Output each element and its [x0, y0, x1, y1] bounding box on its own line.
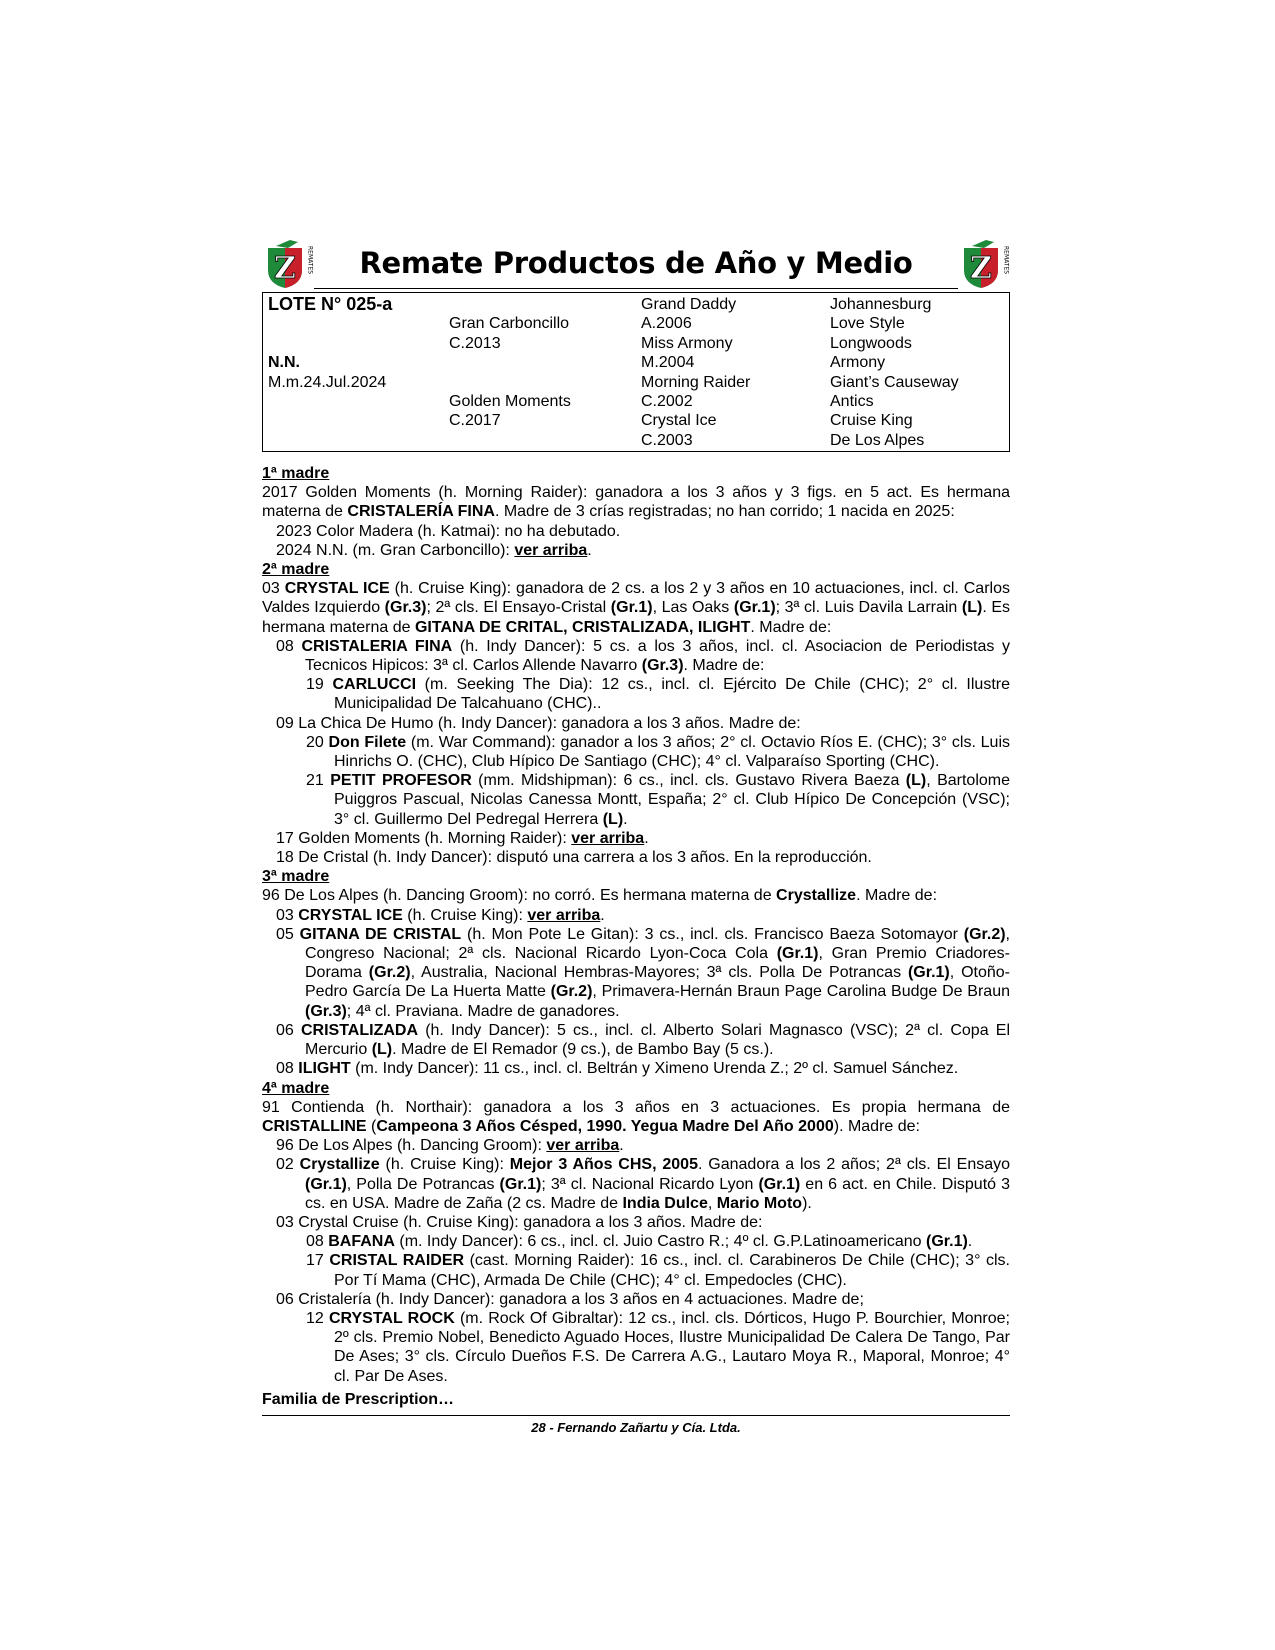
record-line: 02 Crystallize (h. Cruise King): Mejor 3 Años CHS, 2005. Ganadora a los 2 años; 2ª cls. El Ensayo (Gr.1), Polla De Potrancas (Gr.1); 3ª cl. Nacional Ricardo Lyon (Gr.1) en 6 act. en Chile. Disputó 3 cs. en USA. Madre de Zaña (2 cs. Madre de India Dulce, Mario Moto).	[276, 1156, 1011, 1212]
section-heading: 3ª madre	[262, 868, 330, 886]
record-line: 03 CRYSTAL ICE (h. Cruise King): ver arriba.	[276, 906, 605, 924]
record-line: 08 ILIGHT (m. Indy Dancer): 11 cs., incl. cl. Beltrán y Ximeno Urenda Z.; 2º cl. Samuel Sánchez.	[276, 1060, 959, 1078]
pedigree-subject	[268, 295, 392, 392]
record-line: 2023 Color Madera (h. Katmai): no ha debutado.	[276, 522, 621, 540]
horse-name: N.N.	[268, 354, 300, 372]
page-title: Remate Productos de Año y Medio	[359, 246, 913, 280]
grandparent-entry: Morning Raider	[641, 373, 751, 391]
great-grandparent-entry: Armony	[830, 354, 886, 372]
family-note: Familia de Prescription…	[262, 1390, 455, 1408]
record-line: 17 Golden Moments (h. Morning Raider): ver arriba.	[276, 829, 649, 847]
section-heading: 4ª madre	[262, 1079, 330, 1097]
great-grandparent-entry: Antics	[830, 392, 874, 410]
page-footer: 28 - Fernando Zañartu y Cía. Ltda.	[531, 1419, 741, 1435]
record-line: 19 CARLUCCI (m. Seeking The Dia): 12 cs., incl. cl. Ejército De Chile (CHC); 2° cl. Ilustre Municipalidad De Talcahuano (CHC)..	[306, 676, 1010, 713]
pedigree-grandparents	[641, 295, 750, 450]
foaling-info: M.m.24.Jul.2024	[268, 373, 387, 391]
svg-text:Z: Z	[970, 251, 992, 286]
dam-name: Golden Moments	[449, 392, 571, 410]
record-line: 20 Don Filete (m. War Command): ganador a los 3 años; 2° cl. Octavio Ríos E. (CHC); 3° cls. Luis Hinrichs O. (CHC), Club Hípico De Santiago (CHC); 4° cl. Valparaíso Sporting (CHC).	[306, 733, 1010, 771]
record-line: 17 CRISTAL RAIDER (cast. Morning Raider): 16 cs., incl. cl. Carabineros De Chile (CHC); 3° cls. Por Tí Mama (CHC), Armada De Chile (CHC); 4° cl. Empedocles (CHC).	[306, 1252, 1010, 1289]
great-grandparent-entry: De Los Alpes	[830, 431, 925, 449]
record-line: 18 De Cristal (h. Indy Dancer): disputó una carrera a los 3 años. En la reproducción.	[276, 849, 872, 867]
grandparent-entry: Miss Armony	[641, 334, 733, 352]
section-heading: 2ª madre	[262, 561, 330, 579]
svg-text:REMATES: REMATES	[1002, 246, 1010, 275]
record-line: 08 CRISTALERIA FINA (h. Indy Dancer): 5 cs. a los 3 años, incl. cl. Asociacion de Periodistas y Tecnicos Hipicos: 3ª cl. Carlos Allende Navarro (Gr.3). Madre de:	[276, 637, 1011, 675]
pedigree-parents	[449, 295, 571, 431]
record-line: 21 PETIT PROFESOR (mm. Midshipman): 6 cs., incl. cls. Gustavo Rivera Baeza (L), Bartolome Puiggros Pascual, Nicolas Canessa Montt, España; 2° cl. Club Hípico De Concepción (VSC); 3° cl. Guillermo Del Pedregal Herrera (L).	[306, 772, 1011, 828]
section-heading: 1ª madre	[262, 465, 330, 482]
dam-year: C.2017	[449, 412, 501, 430]
pedigree-great-grandparents	[830, 295, 959, 450]
great-grandparent-entry: Longwoods	[830, 334, 912, 352]
great-grandparent-entry: Johannesburg	[830, 296, 932, 313]
record-paragraph: 2017 Golden Moments (h. Morning Raider): ganadora a los 3 años y 3 figs. en 5 act. Es hermana materna de CRISTALERÍA FINA. Madre de 3 crías registradas; no han corrido; 1 nacida en 2025:	[262, 484, 1010, 521]
catalog-page	[262, 240, 1010, 1435]
produce-record	[262, 464, 1010, 1409]
record-line: 96 De Los Alpes (h. Dancing Groom): ver arriba.	[276, 1137, 624, 1155]
record-line: 2024 N.N. (m. Gran Carboncillo): ver arriba.	[276, 541, 592, 559]
grandparent-entry: M.2004	[641, 354, 695, 372]
record-paragraph: 03 CRYSTAL ICE (h. Cruise King): ganadora de 2 cs. a los 2 y 3 años en 10 actuaciones, incl. cl. Carlos Valdes Izquierdo (Gr.3); 2ª cls. El Ensayo-Cristal (Gr.1), Las Oaks (Gr.1); 3ª cl. Luis Davila Larrain (L). Es hermana materna de GITANA DE CRITAL, CRISTALIZADA, ILIGHT. Madre de:	[262, 580, 1011, 636]
grandparent-entry: Grand Daddy	[641, 296, 737, 313]
grandparent-entry: C.2002	[641, 392, 693, 410]
lot-number: LOTE N° 025-a	[268, 294, 393, 314]
grandparent-entry: C.2003	[641, 431, 693, 449]
remates-logo	[960, 240, 1012, 290]
title-divider	[314, 288, 958, 289]
svg-text:Z: Z	[274, 251, 296, 286]
remates-logo	[264, 240, 316, 290]
great-grandparent-entry: Giant’s Causeway	[830, 373, 959, 391]
record-line: 05 GITANA DE CRISTAL (h. Mon Pote Le Gitan): 3 cs., incl. cls. Francisco Baeza Sotomayor (Gr.2), Congreso Nacional; 2ª cls. Nacional Ricardo Lyon-Coca Cola (Gr.1), Gran Premio Criadores-Dorama (Gr.2), Australia, Nacional Hembras-Mayores; 3ª cls. Polla De Potrancas (Gr.1), Otoño-Pedro García De La Huerta Matte (Gr.2), Primavera-Hernán Braun Page Carolina Budge De Braun (Gr.3); 4ª cl. Praviana. Madre de ganadores.	[276, 925, 1011, 1020]
great-grandparent-entry: Love Style	[830, 315, 905, 333]
footer-divider	[262, 1415, 1010, 1416]
record-line: 09 La Chica De Humo (h. Indy Dancer): ganadora a los 3 años. Madre de:	[276, 714, 801, 732]
svg-text:REMATES: REMATES	[306, 246, 314, 275]
record-paragraph: 91 Contienda (h. Northair): ganadora a los 3 años en 3 actuaciones. Es propia hermana de CRISTALLINE (Campeona 3 Años Césped, 1990. Yegua Madre Del Año 2000). Madre de:	[262, 1098, 1010, 1135]
great-grandparent-entry: Cruise King	[830, 412, 913, 430]
sire-year: C.2013	[449, 334, 501, 352]
record-line: 08 BAFANA (m. Indy Dancer): 6 cs., incl. cl. Juio Castro R.; 4º cl. G.P.Latinoamericano (Gr.1).	[306, 1233, 973, 1251]
grandparent-entry: A.2006	[641, 315, 692, 333]
page-header	[262, 240, 1010, 292]
sire-name: Gran Carboncillo	[449, 315, 570, 333]
record-line: 06 CRISTALIZADA (h. Indy Dancer): 5 cs., incl. cl. Alberto Solari Magnasco (VSC); 2ª cl. Copa El Mercurio (L). Madre de El Remador (9 cs.), de Bambo Bay (5 cs.).	[276, 1021, 1010, 1059]
record-line: 06 Cristalería (h. Indy Dancer): ganadora a los 3 años en 4 actuaciones. Madre de;	[276, 1290, 864, 1308]
grandparent-entry: Crystal Ice	[641, 412, 717, 430]
record-paragraph: 96 De Los Alpes (h. Dancing Groom): no corró. Es hermana materna de Crystallize. Madre de:	[262, 887, 938, 905]
record-line: 12 CRYSTAL ROCK (m. Rock Of Gibraltar): 12 cs., incl. cls. Dórticos, Hugo P. Bourchier, Monroe; 2º cls. Premio Nobel, Benedicto Aguado Hoces, Ilustre Municipalidad De Calera De Tango, Par De Ases; 3° cls. Círculo Dueños F.S. De Carrera A.G., Lautaro Moya R., Maporal, Monroe; 4° cl. Par De Ases.	[306, 1309, 1010, 1385]
record-line: 03 Crystal Cruise (h. Cruise King): ganadora a los 3 años. Madre de:	[276, 1213, 763, 1231]
pedigree-table	[262, 292, 1010, 452]
